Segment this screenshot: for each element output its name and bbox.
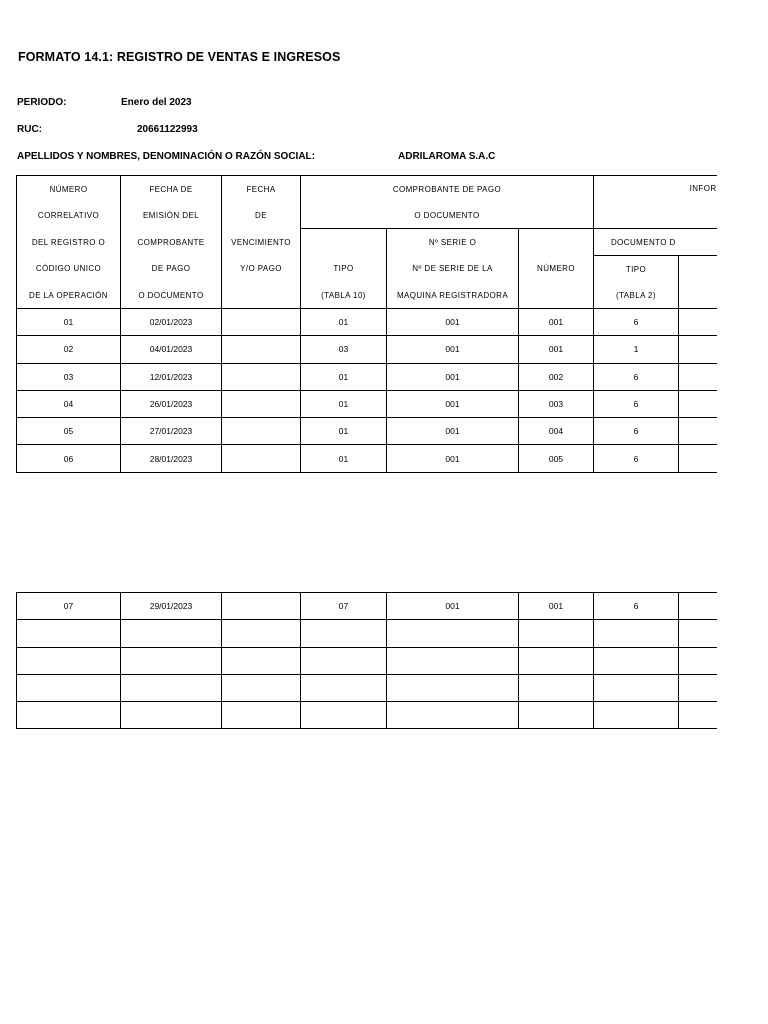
page-title: FORMATO 14.1: REGISTRO DE VENTAS E INGRESOS — [18, 50, 341, 64]
cell-numero — [519, 647, 594, 674]
periodo-value: Enero del 2023 — [121, 97, 192, 108]
header-col1-line3: DEL REGISTRO O — [17, 229, 121, 256]
cell-tipo-comprobante: 01 — [301, 445, 387, 472]
cell-tipo-comprobante: 01 — [301, 363, 387, 390]
header-col3-empty — [222, 282, 301, 309]
header-tipo-empty — [301, 229, 387, 256]
cell-numero-correlativo: 02 — [17, 336, 121, 363]
cell-documento-tipo: 6 — [594, 418, 679, 445]
cell-clipped — [679, 418, 717, 445]
header-col1-line1: NÚMERO — [17, 176, 121, 203]
cell-tipo-comprobante: 03 — [301, 336, 387, 363]
header-serie-line3: MAQUINA REGISTRADORA — [387, 282, 519, 309]
header-serie-line2: Nº DE SERIE DE LA — [387, 256, 519, 283]
cell-fecha-vencimiento — [222, 445, 301, 472]
cell-serie: 001 — [387, 418, 519, 445]
cell-tipo-comprobante — [301, 702, 387, 729]
cell-numero — [519, 674, 594, 701]
cell-numero: 001 — [519, 593, 594, 620]
cell-clipped — [679, 674, 717, 701]
cell-documento-tipo: 6 — [594, 445, 679, 472]
cell-numero-correlativo — [17, 702, 121, 729]
header-col2-line3: COMPROBANTE — [121, 229, 222, 256]
cell-fecha-vencimiento — [222, 418, 301, 445]
table-row — [17, 336, 717, 363]
cell-numero — [519, 702, 594, 729]
cell-serie: 001 — [387, 309, 519, 336]
cell-clipped — [679, 620, 717, 647]
cell-fecha-emision — [121, 647, 222, 674]
table-row — [17, 390, 717, 417]
cell-fecha-vencimiento — [222, 309, 301, 336]
cell-fecha-emision — [121, 674, 222, 701]
cell-fecha-emision — [121, 702, 222, 729]
cell-clipped — [679, 390, 717, 417]
cell-numero-correlativo: 04 — [17, 390, 121, 417]
cell-clipped — [679, 593, 717, 620]
cell-numero: 004 — [519, 418, 594, 445]
cell-numero-correlativo — [17, 674, 121, 701]
cell-documento-tipo — [594, 647, 679, 674]
cell-documento-tipo — [594, 674, 679, 701]
header-tipo2-line2: (TABLA 2) — [594, 282, 679, 309]
cell-numero — [519, 620, 594, 647]
cell-clipped — [679, 336, 717, 363]
ventas-table-2 — [16, 592, 717, 729]
cell-clipped — [679, 309, 717, 336]
cell-clipped — [679, 445, 717, 472]
table-row — [17, 363, 717, 390]
cell-tipo-comprobante — [301, 620, 387, 647]
header-numero-bottom — [519, 282, 594, 309]
table-row — [17, 418, 717, 445]
header-infor: INFOR — [594, 176, 717, 229]
header-col3-line2: DE — [222, 202, 301, 229]
header-col2-line4: DE PAGO — [121, 256, 222, 283]
periodo-label: PERIODO: — [17, 97, 67, 108]
cell-tipo-comprobante — [301, 674, 387, 701]
header-col3-line1: FECHA — [222, 176, 301, 203]
cell-fecha-vencimiento — [222, 647, 301, 674]
cell-fecha-vencimiento — [222, 620, 301, 647]
ventas-rows-2 — [17, 593, 717, 729]
cell-documento-tipo — [594, 620, 679, 647]
cell-fecha-vencimiento — [222, 336, 301, 363]
cell-fecha-vencimiento — [222, 702, 301, 729]
cell-documento-tipo: 6 — [594, 363, 679, 390]
cell-serie: 001 — [387, 593, 519, 620]
cell-numero: 005 — [519, 445, 594, 472]
cell-numero-correlativo: 06 — [17, 445, 121, 472]
header-comprobante-line2: O DOCUMENTO — [301, 202, 594, 229]
header-tipo2-next — [679, 256, 717, 283]
cell-serie: 001 — [387, 336, 519, 363]
cell-fecha-emision: 12/01/2023 — [121, 363, 222, 390]
cell-fecha-emision: 28/01/2023 — [121, 445, 222, 472]
header-col3-line3: VENCIMIENTO — [222, 229, 301, 256]
table-row — [17, 309, 717, 336]
cell-fecha-emision: 02/01/2023 — [121, 309, 222, 336]
razon-social-label: APELLIDOS Y NOMBRES, DENOMINACIÓN O RAZÓN SOCIAL: — [17, 151, 315, 162]
ventas-table-wrapper — [16, 175, 717, 473]
header-serie-line1: Nº SERIE O — [387, 229, 519, 256]
ventas-table-2-wrapper — [16, 592, 679, 729]
header-comprobante-line1: COMPROBANTE DE PAGO — [301, 176, 594, 203]
cell-clipped — [679, 647, 717, 674]
table-row — [17, 674, 717, 701]
header-col1-line2: CORRELATIVO — [17, 202, 121, 229]
cell-fecha-vencimiento — [222, 593, 301, 620]
table-row — [17, 702, 717, 729]
header-col3-line4: Y/O PAGO — [222, 256, 301, 283]
cell-documento-tipo — [594, 702, 679, 729]
cell-serie: 001 — [387, 363, 519, 390]
header-documento: DOCUMENTO D — [594, 229, 717, 256]
table-row — [17, 647, 717, 674]
cell-serie — [387, 674, 519, 701]
cell-tipo-comprobante: 01 — [301, 309, 387, 336]
cell-fecha-emision: 27/01/2023 — [121, 418, 222, 445]
cell-fecha-vencimiento — [222, 390, 301, 417]
cell-numero-correlativo: 05 — [17, 418, 121, 445]
header-tipo2-next-bottom — [679, 282, 717, 309]
cell-fecha-emision: 29/01/2023 — [121, 593, 222, 620]
cell-serie — [387, 620, 519, 647]
table-row — [17, 620, 717, 647]
razon-social-value: ADRILAROMA S.A.C — [398, 151, 496, 162]
header-col2-line1: FECHA DE — [121, 176, 222, 203]
ruc-label: RUC: — [17, 124, 42, 135]
cell-documento-tipo: 1 — [594, 336, 679, 363]
cell-fecha-vencimiento — [222, 674, 301, 701]
table-row — [17, 593, 717, 620]
header-col2-line2: EMISIÓN DEL — [121, 202, 222, 229]
ventas-table — [16, 175, 717, 473]
cell-serie — [387, 702, 519, 729]
ruc-value: 20661122993 — [137, 124, 198, 135]
cell-numero: 002 — [519, 363, 594, 390]
header-col1-line5: DE LA OPERACIÓN — [17, 282, 121, 309]
cell-numero: 001 — [519, 336, 594, 363]
header-numero-empty — [519, 229, 594, 256]
cell-documento-tipo: 6 — [594, 309, 679, 336]
cell-tipo-comprobante: 01 — [301, 390, 387, 417]
header-tipo-line2: (TABLA 10) — [301, 282, 387, 309]
cell-clipped — [679, 363, 717, 390]
ventas-rows — [17, 309, 717, 473]
header-col2-line5: O DOCUMENTO — [121, 282, 222, 309]
cell-serie: 001 — [387, 445, 519, 472]
cell-fecha-emision: 26/01/2023 — [121, 390, 222, 417]
header-tipo2-line1: TIPO — [594, 256, 679, 283]
header-numero: NÚMERO — [519, 256, 594, 283]
cell-fecha-vencimiento — [222, 363, 301, 390]
cell-documento-tipo: 6 — [594, 593, 679, 620]
cell-tipo-comprobante: 01 — [301, 418, 387, 445]
table-row — [17, 445, 717, 472]
cell-numero-correlativo: 07 — [17, 593, 121, 620]
cell-fecha-emision — [121, 620, 222, 647]
cell-tipo-comprobante: 07 — [301, 593, 387, 620]
cell-numero-correlativo — [17, 620, 121, 647]
cell-serie: 001 — [387, 390, 519, 417]
cell-tipo-comprobante — [301, 647, 387, 674]
header-tipo-line1: TIPO — [301, 256, 387, 283]
cell-numero-correlativo: 03 — [17, 363, 121, 390]
cell-numero: 003 — [519, 390, 594, 417]
cell-numero: 001 — [519, 309, 594, 336]
cell-numero-correlativo: 01 — [17, 309, 121, 336]
header-col1-line4: CÓDIGO UNICO — [17, 256, 121, 283]
cell-documento-tipo: 6 — [594, 390, 679, 417]
cell-clipped — [679, 702, 717, 729]
cell-serie — [387, 647, 519, 674]
cell-numero-correlativo — [17, 647, 121, 674]
cell-fecha-emision: 04/01/2023 — [121, 336, 222, 363]
